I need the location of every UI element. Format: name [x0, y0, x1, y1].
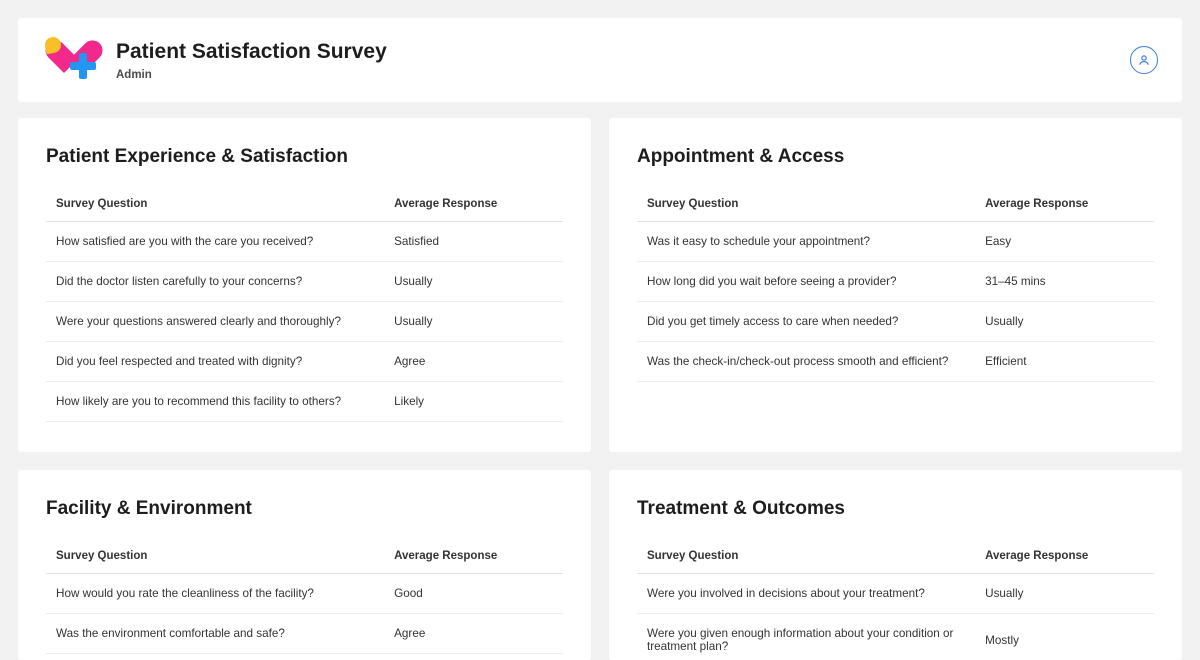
table-header-row	[46, 550, 563, 574]
table-row	[637, 342, 1154, 382]
card-title: Treatment & Outcomes	[637, 498, 1154, 520]
cell-question: Was it easy to schedule your appointment?	[637, 222, 975, 262]
page-title: Patient Satisfaction Survey	[116, 39, 387, 64]
table-row	[46, 262, 563, 302]
page-subtitle: Admin	[116, 69, 387, 81]
table-row	[637, 222, 1154, 262]
table-header-row	[637, 550, 1154, 574]
cell-response: Usually	[384, 262, 563, 302]
cell-response: Satisfied	[384, 222, 563, 262]
cell-response: Agree	[384, 342, 563, 382]
table-row	[637, 262, 1154, 302]
cell-response: Efficient	[975, 342, 1154, 382]
cell-question: Did the doctor listen carefully to your concerns?	[46, 262, 384, 302]
column-header-question: Survey Question	[637, 550, 975, 574]
cell-response: Agree	[384, 614, 563, 654]
cell-response: Good	[384, 574, 563, 614]
heart-plus-icon	[42, 35, 98, 85]
cell-question: How likely are you to recommend this facility to others?	[46, 382, 384, 422]
table-row	[46, 222, 563, 262]
cell-question: Was the check-in/check-out process smooth and efficient?	[637, 342, 975, 382]
survey-card-facility-environment	[18, 470, 591, 660]
card-title: Patient Experience & Satisfaction	[46, 146, 563, 168]
survey-card-appointment-access	[609, 118, 1182, 452]
survey-table	[637, 550, 1154, 660]
column-header-response: Average Response	[975, 550, 1154, 574]
table-row	[46, 614, 563, 654]
cell-response: Mostly	[975, 614, 1154, 660]
cell-response: Easy	[975, 222, 1154, 262]
survey-table	[46, 198, 563, 422]
cell-question: Were you given enough information about your condition or treatment plan?	[637, 614, 975, 660]
cell-response: 31–45 mins	[975, 262, 1154, 302]
cell-question: How satisfied are you with the care you received?	[46, 222, 384, 262]
table-row	[46, 302, 563, 342]
cell-response: Usually	[384, 302, 563, 342]
table-row	[637, 614, 1154, 660]
cell-response: Usually	[975, 574, 1154, 614]
card-title: Facility & Environment	[46, 498, 563, 520]
table-row	[46, 574, 563, 614]
app-header	[18, 18, 1182, 102]
cell-question: Was the environment comfortable and safe?	[46, 614, 384, 654]
cell-question: Did you feel respected and treated with dignity?	[46, 342, 384, 382]
cell-question: Did you get timely access to care when needed?	[637, 302, 975, 342]
column-header-question: Survey Question	[46, 198, 384, 222]
column-header-question: Survey Question	[637, 198, 975, 222]
table-row	[46, 382, 563, 422]
table-row	[637, 574, 1154, 614]
column-header-response: Average Response	[384, 198, 563, 222]
table-header-row	[637, 198, 1154, 222]
column-header-response: Average Response	[384, 550, 563, 574]
cell-question: How long did you wait before seeing a provider?	[637, 262, 975, 302]
table-row	[637, 302, 1154, 342]
card-title: Appointment & Access	[637, 146, 1154, 168]
column-header-response: Average Response	[975, 198, 1154, 222]
column-header-question: Survey Question	[46, 550, 384, 574]
survey-cards-grid	[18, 118, 1182, 660]
user-circle-icon[interactable]	[1130, 46, 1158, 74]
cell-question: How would you rate the cleanliness of the facility?	[46, 574, 384, 614]
cell-response: Likely	[384, 382, 563, 422]
survey-table	[46, 550, 563, 654]
header-text	[116, 39, 387, 81]
table-header-row	[46, 198, 563, 222]
survey-table	[637, 198, 1154, 382]
cell-response: Usually	[975, 302, 1154, 342]
survey-card-patient-experience	[18, 118, 591, 452]
table-row	[46, 342, 563, 382]
cell-question: Were you involved in decisions about your treatment?	[637, 574, 975, 614]
cell-question: Were your questions answered clearly and thoroughly?	[46, 302, 384, 342]
survey-card-treatment-outcomes	[609, 470, 1182, 660]
